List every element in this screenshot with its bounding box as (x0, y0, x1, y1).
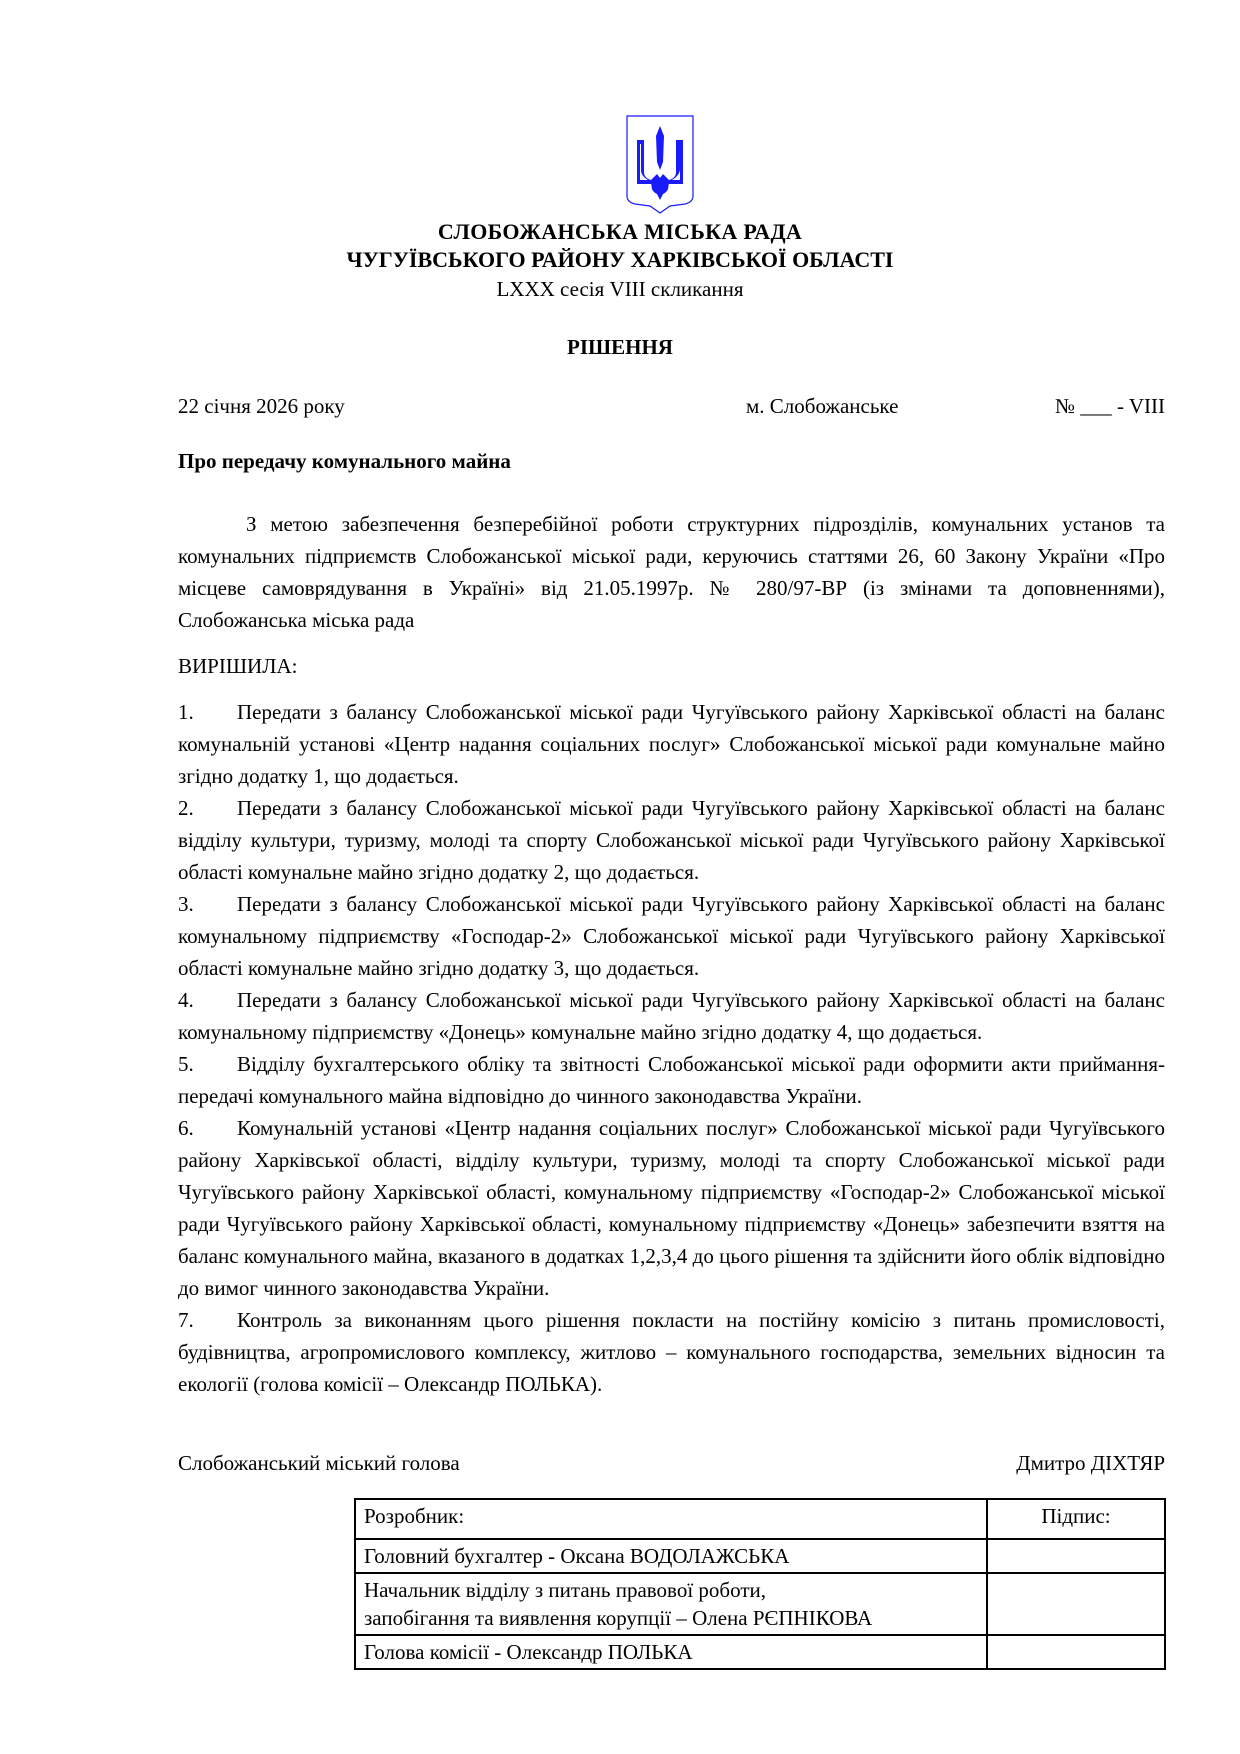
resolution-item (178, 1112, 1165, 1304)
signatory-position: Слобожанський міський голова (178, 1451, 460, 1475)
table-row (355, 1573, 1165, 1635)
item-text: Передати з балансу Слобожанської міської ради Чугуївського району Харківської області на баланс відділу культури, туризму, молоді та спорту Слобожанської міської ради Чугуївського району Харківської області комунальне майно згідно додатку 2, що додається. (178, 796, 1165, 884)
document-title: РІШЕННЯ (567, 335, 673, 359)
approval-table (354, 1498, 1166, 1670)
item-number: 4. (178, 988, 194, 1012)
table-row (355, 1635, 1165, 1669)
table-header-row (355, 1499, 1165, 1539)
item-text: Передати з балансу Слобожанської міської ради Чугуївського району Харківської області на баланс комунальному підприємству «Господар-2» Слобожанської міської ради Чугуївського району Харківської області комунальне майно згідно додатку 3, що додається. (178, 892, 1165, 980)
item-text: Передати з балансу Слобожанської міської ради Чугуївського району Харківської області на баланс комунальному підприємству «Донець» комунальне майно згідно додатку 4, що додається. (178, 988, 1165, 1044)
item-number: 1. (178, 700, 194, 724)
item-number: 3. (178, 892, 194, 916)
signature-cell (987, 1539, 1165, 1573)
resolution-item (178, 1048, 1165, 1112)
approver-cell (355, 1573, 987, 1635)
session-name: LXXX сесія VIII скликання (496, 277, 744, 301)
resolution-item (178, 696, 1165, 792)
signature-cell (987, 1573, 1165, 1635)
signature-cell (987, 1635, 1165, 1669)
item-number: 5. (178, 1052, 194, 1076)
decision-subject: Про передачу комунального майна (178, 449, 511, 473)
approver-name: Головний бухгалтер - Оксана ВОДОЛАЖСЬКА (364, 1544, 790, 1568)
decision-number: № ___ - VIII (1054, 394, 1165, 418)
date-line (178, 390, 1165, 422)
signature-header: Підпис: (987, 1499, 1165, 1539)
decision-city: м. Слобожанське (746, 394, 899, 418)
resolution-item (178, 1304, 1165, 1400)
resolution-items (178, 696, 1165, 1400)
resolved-heading: ВИРІШИЛА: (178, 654, 298, 678)
approver-cell (355, 1635, 987, 1669)
resolution-item (178, 888, 1165, 984)
council-name: СЛОБОЖАНСЬКА МІСЬКА РАДА (437, 219, 803, 244)
item-number: 2. (178, 796, 194, 820)
preamble-paragraph: З метою забезпечення безперебійної роботи структурних підрозділів, комунальних установ та комунальних підприємств Слобожанської міської ради, керуючись статтями 26, 60 Закону України «Про місцеве самоврядування в Україні» від 21.05.1997р. № 280/97-ВР (із змінами та доповненнями), Слобожанська міська рада (178, 512, 1165, 632)
ukraine-coat-of-arms-icon (625, 114, 695, 214)
signatory-name: Дмитро ДІХТЯР (1016, 1451, 1165, 1475)
decision-date: 22 січня 2026 року (178, 394, 345, 418)
table-row (355, 1539, 1165, 1573)
item-text: Комунальній установі «Центр надання соціальних послуг» Слобожанської міської ради Чугуївського району Харківської області, відділу культури, туризму, молоді та спорту Слобожанської міської ради Чугуївського району Харківської області, комунальному підприємству «Господар-2» Слобожанської міської ради Чугуївського району Харківської області, комунальному підприємству «Донець» забезпечити взяття на баланс комунального майна, вказаного в додатках 1,2,3,4 до цього рішення та здійснити його облік відповідно до вимог чинного законодавства України. (178, 1116, 1165, 1300)
resolution-item (178, 792, 1165, 888)
item-text: Передати з балансу Слобожанської міської ради Чугуївського району Харківської області на баланс комунальній установі «Центр надання соціальних послуг» Слобожанської міської ради комунальне майно згідно додатку 1, що додається. (178, 700, 1165, 788)
resolution-item (178, 984, 1165, 1048)
district-name: ЧУГУЇВСЬКОГО РАЙОНУ ХАРКІВСЬКОЇ ОБЛАСТІ (346, 247, 894, 272)
approver-name: запобігання та виявлення корупції – Олена РЄПНІКОВА (364, 1606, 873, 1630)
item-number: 7. (178, 1308, 194, 1332)
approver-title: Начальник відділу з питань правової роботи, (364, 1578, 766, 1602)
item-text: Відділу бухгалтерського обліку та звітності Слобожанської міської ради оформити акти приймання-передачі комунального майна відповідно до чинного законодавства України. (178, 1052, 1165, 1108)
item-text: Контроль за виконанням цього рішення покласти на постійну комісію з питань промисловості, будівництва, агропромислового комплексу, житлово – комунального господарства, земельних відносин та екології (голова комісії – Олександр ПОЛЬКА). (178, 1308, 1165, 1396)
developer-header: Розробник: (355, 1499, 987, 1539)
approver-name: Голова комісії - Олександр ПОЛЬКА (364, 1640, 693, 1664)
item-number: 6. (178, 1116, 194, 1140)
signature-line (178, 1447, 1165, 1479)
approver-cell (355, 1539, 987, 1573)
